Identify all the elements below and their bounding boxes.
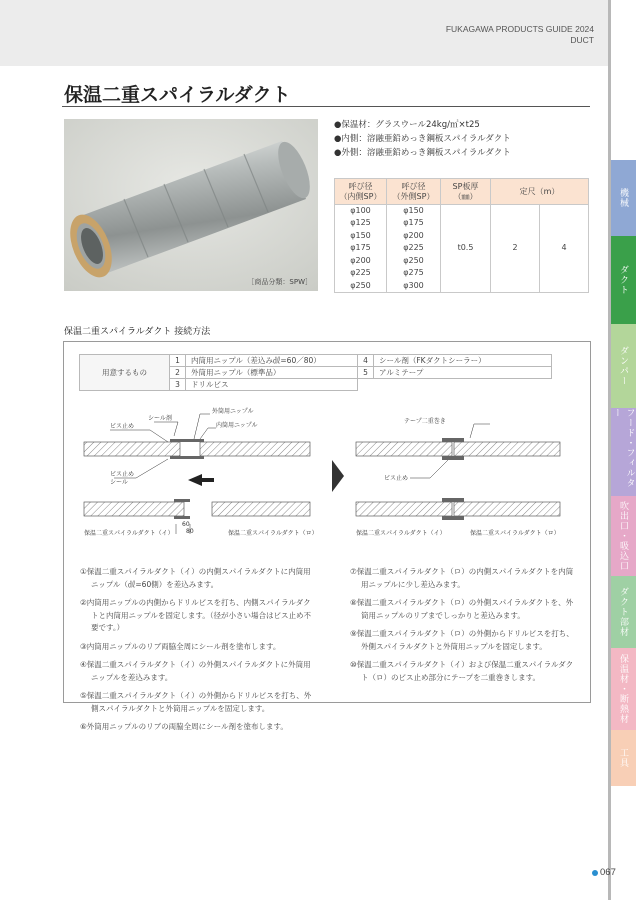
label-inner-nipple: 内筒用ニップル [216,422,258,429]
length-value-4: 4 [540,205,589,293]
tools-label: 用意するもの [80,355,170,391]
table-row: φ250 φ300 [335,280,589,293]
label-tape: テープ二重巻き [404,418,446,425]
connection-diagram [70,402,590,552]
table-row: φ225 φ275 [335,267,589,280]
step-4: ④保温二重スパイラルダクト（イ）の外側スパイラルダクトに外筒用ニップルを差込みます。 [80,660,311,682]
side-tab-duct[interactable]: ダクト [611,236,636,324]
spec-list [334,118,511,160]
step-1: ①保温二重スパイラルダクト（イ）の内側スパイラルダクトに内筒用ニップル（㎗=60側）を差込みます。 [80,567,311,589]
product-photo [64,119,318,291]
steps-right [350,566,576,690]
product-code-caption: ［商品分類：SPW］ [247,278,312,286]
tools-table [79,354,552,391]
table-row: 2 外筒用ニップル（標準品） 5 アルミテープ [80,367,552,379]
side-tab-insulation[interactable]: 保温材・断熱材 [611,648,636,730]
step-9: ⑨保温二重スパイラルダクト（ロ）の外側からドリルビスを打ち、外側スパイラルダクトと外筒用ニップルを固定します。 [350,629,574,651]
label-duct-b: 保温二重スパイラルダクト（ロ） [228,530,318,537]
step-7: ⑦保温二重スパイラルダクト（ロ）の内側スパイラルダクトを内筒用ニップルに少し差込みます。 [350,567,574,589]
step-5: ⑤保温二重スパイラルダクト（イ）の外側からドリルビスを打ち、外側スパイラルダクトと外筒用ニップルを固定します。 [80,691,312,713]
page-number: 067 [592,867,616,878]
step-3: ③内筒用ニップルのリブ両脇全周にシール剤を塗布します。 [80,641,281,651]
step-2: ②内筒用ニップルの内側からドリルビスを打ち、内側スパイラルダクトと内筒用ニップルを固定します。（径が小さい場合はビス止め不要です。） [80,598,312,632]
label-screw-seal-1: ビス止め [110,471,135,478]
label-duct-b-right: 保温二重スパイラルダクト（ロ） [470,530,560,537]
step-6: ⑥外筒用ニップルのリブの両脇全周にシール剤を塗布します。 [80,722,288,731]
label-duct-a-right: 保温二重スパイラルダクト（イ） [356,530,446,537]
step-8: ⑧保温二重スパイラルダクト（ロ）の外側スパイラルダクトを、外筒用ニップルのリブまでしっかりと差込みます。 [350,598,574,620]
side-tab-outlets[interactable]: 吹出口・吸込口 [611,496,636,576]
spec-inner: ●内側：溶融亜鉛めっき鋼板スパイラルダクト [334,134,511,144]
thickness-value: t0.5 [441,205,491,293]
col-inner-diameter: 呼び径 （内側SP） [335,179,387,205]
col-length: 定尺（m） [491,179,589,205]
label-dim-60: 60 [182,521,190,528]
step-10: ⑩保温二重スパイラルダクト（イ）および保温二重スパイラルダクト（ロ）のビス止め部分にテープを二重巻きします。 [350,660,574,682]
header [446,24,594,46]
side-tab-damper[interactable]: ダンパー [611,324,636,408]
table-row: 用意するもの 1 内筒用ニップル（差込み㎗=60／80） 4 シール剤（FKダクトシーラー） [80,355,552,367]
spec-insulation: ●保温材：グラスウール24kg/㎥×t25 [334,120,480,130]
bullet-dot-icon [592,870,598,876]
table-row: φ100 φ150 t0.5 2 4 [335,205,589,218]
title-rule [62,106,590,107]
label-seal: シール剤 [148,415,172,422]
spec-outer: ●外側：溶融亜鉛めっき鋼板スパイラルダクト [334,148,511,158]
table-row: φ200 φ250 [335,255,589,268]
table-row: φ125 φ175 [335,217,589,230]
label-dim-80: 80 [186,528,194,535]
col-thickness: SP板厚（㎜） [441,179,491,205]
label-outer-nipple: 外筒用ニップル [212,408,254,415]
label-screw: ビス止め [110,423,135,430]
side-tab-tools[interactable]: 工具 [611,730,636,786]
side-tab-duct-parts[interactable]: ダクト部材 [611,576,636,648]
label-duct-a: 保温二重スパイラルダクト（イ） [84,530,174,537]
guide-title: FUKAGAWA PRODUCTS GUIDE 2024 [445,24,594,34]
table-row: φ175 φ225 [335,242,589,255]
steps-left [80,566,314,740]
connection-title: 保温二重スパイラルダクト 接続方法 [64,327,211,337]
col-outer-diameter: 呼び径 （外側SP） [387,179,441,205]
side-tab-hood-filter[interactable]: フード・フィルター [611,408,636,496]
table-row: 3 ドリルビス [80,379,552,391]
size-table [334,178,589,293]
label-screw-seal-2: シール [110,479,128,486]
duct-illustration [64,119,318,291]
length-value-2: 2 [491,205,540,293]
page-title: 保温二重スパイラルダクト [64,84,291,106]
label-screw-right: ビス止め [384,475,409,482]
section-label: DUCT [570,35,594,45]
table-row: φ150 φ200 [335,230,589,243]
side-tab-machinery[interactable]: 機械 [611,160,636,236]
